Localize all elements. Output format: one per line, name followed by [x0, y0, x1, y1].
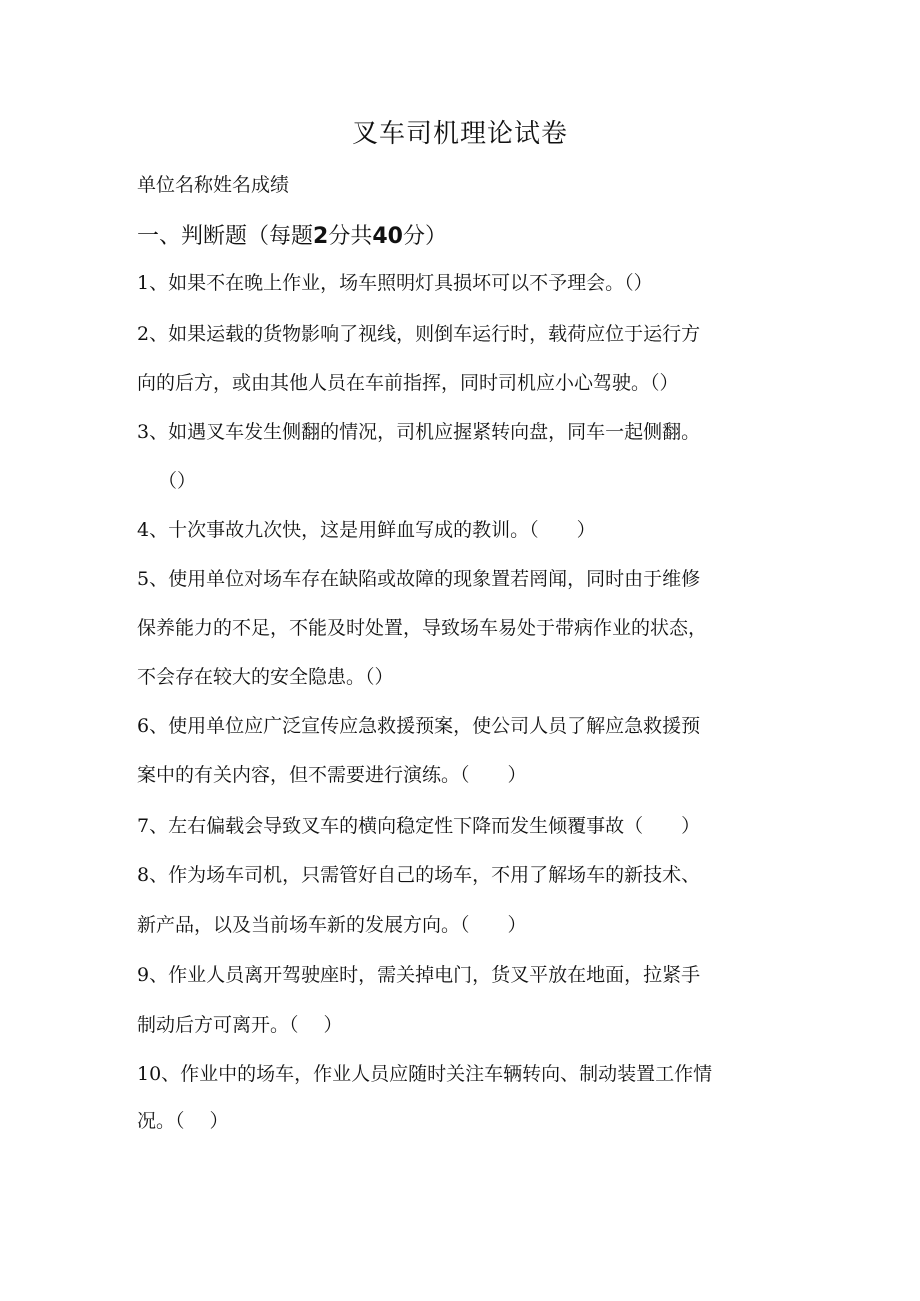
- question-line: 1、如果不在晚上作业，场车照明灯具损坏可以不予理会。（）: [137, 272, 653, 294]
- question-line: 案中的有关内容，但不需要进行演练。（ ）: [137, 764, 527, 786]
- question-line: （）: [158, 470, 197, 492]
- page-title: 叉车司机理论试卷: [351, 119, 568, 149]
- section-prefix: 一、判断题（每题: [137, 224, 314, 249]
- question-line: 5、使用单位对场车存在缺陷或故障的现象置若罔闻，同时由于维修: [137, 568, 701, 590]
- question-line: 6、使用单位应广泛宣传应急救援预案，使公司人员了解应急救援预: [137, 715, 701, 737]
- question-line: 3、如遇叉车发生侧翻的情况，司机应握紧转向盘，同车一起侧翻。: [137, 421, 701, 443]
- question-line: 制动后方可离开。（ ）: [137, 1014, 343, 1036]
- question-line: 8、作为场车司机，只需管好自己的场车，不用了解场车的新技术、: [137, 864, 701, 886]
- section-suffix: 分）: [402, 224, 447, 249]
- question-line: 4、十次事故九次快，这是用鲜血写成的教训。（ ）: [137, 519, 596, 541]
- question-line: 新产品，以及当前场车新的发展方向。（ ）: [137, 914, 527, 936]
- question-line: 况。（ ）: [137, 1110, 229, 1132]
- question-line: 保养能力的不足，不能及时处置，导致场车易处于带病作业的状态，: [137, 617, 708, 639]
- section-heading: [137, 220, 447, 254]
- info-line: 单位名称姓名成绩: [137, 174, 290, 196]
- section-mid: 分共: [328, 224, 373, 249]
- section-points-each: 2: [313, 224, 329, 249]
- question-line: 不会存在较大的安全隐患。（）: [137, 666, 394, 688]
- question-line: 向的后方，或由其他人员在车前指挥，同时司机应小心驾驶。（）: [137, 372, 679, 394]
- question-line: 7、左右偏载会导致叉车的横向稳定性下降而发生倾覆事故（ ）: [137, 815, 701, 837]
- question-line: 10、作业中的场车，作业人员应随时关注车辆转向、制动装置工作情: [137, 1063, 713, 1085]
- question-line: 2、如果运载的货物影响了视线，则倒车运行时，载荷应位于运行方: [137, 323, 701, 345]
- section-total: 40: [372, 224, 403, 249]
- question-line: 9、作业人员离开驾驶座时，需关掉电门，货叉平放在地面，拉紧手: [137, 964, 701, 986]
